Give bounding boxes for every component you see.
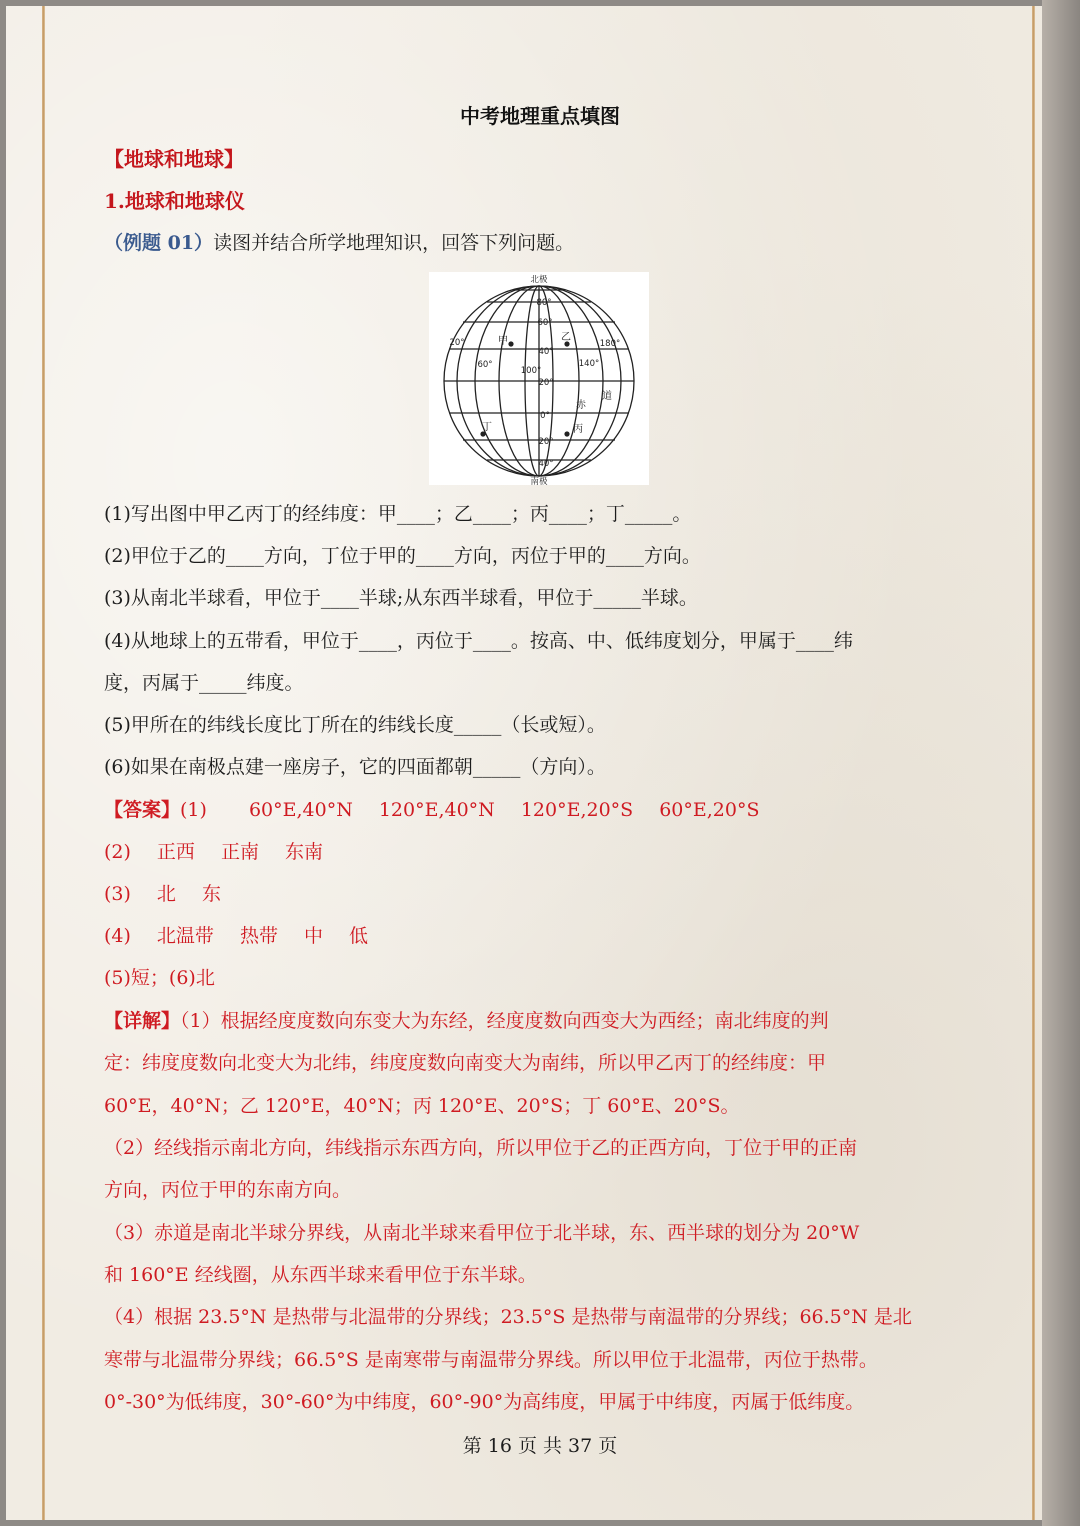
globe-figure bbox=[429, 272, 649, 485]
answer-2-b: 正南 bbox=[220, 841, 259, 863]
explanation-line-2: 定：纬度度数向北变大为北纬，纬度度数向南变大为南纬，所以甲乙丙丁的经纬度：甲 bbox=[104, 1052, 827, 1074]
point-jia bbox=[508, 341, 513, 346]
explanation-text-1: （1）根据经度度数向东变大为东经，经度度数向西变大为西经；南北纬度的判 bbox=[180, 1010, 829, 1032]
answer-1-ding: 60°E,20°S bbox=[659, 799, 760, 821]
question-6: (6)如果在南极点建一座房子，它的四面都朝_____（方向）。 bbox=[104, 756, 606, 778]
explanation-line-7: 和 160°E 经线圈，从东西半球来看甲位于东半球。 bbox=[104, 1264, 537, 1286]
question-5: (5)甲所在的纬线长度比丁所在的纬线长度_____（长或短）。 bbox=[104, 714, 606, 736]
explanation-label: 【详解】 bbox=[104, 1010, 181, 1032]
answer-3-prefix: (3) bbox=[104, 883, 131, 905]
answer-1-prefix: (1) bbox=[180, 799, 207, 821]
label-bing: 丙 bbox=[573, 424, 583, 435]
label-north-pole: 北极 bbox=[530, 275, 548, 285]
left-border-line bbox=[42, 6, 45, 1520]
label-lat80: 80° bbox=[536, 298, 552, 308]
answer-2 bbox=[104, 843, 323, 862]
answer-3-b: 东 bbox=[201, 883, 221, 905]
question-1: (1)写出图中甲乙丙丁的经纬度：甲____；乙____；丙____；丁_____。 bbox=[104, 503, 692, 525]
label-jia: 甲 bbox=[498, 336, 508, 347]
example-intro bbox=[104, 234, 574, 253]
label-south-pole: 南极 bbox=[530, 477, 548, 485]
answer-4-c: 中 bbox=[303, 925, 323, 947]
example-tag: （例题 01） bbox=[104, 232, 214, 254]
question-2: (2)甲位于乙的____方向，丁位于甲的____方向，丙位于甲的____方向。 bbox=[104, 545, 701, 567]
label-lon180: 180° bbox=[599, 339, 621, 349]
page-edge bbox=[1042, 0, 1080, 1526]
question-3: (3)从南北半球看，甲位于____半球;从东西半球看，甲位于_____半球。 bbox=[104, 587, 698, 609]
label-lat40n: 40° bbox=[538, 347, 554, 357]
answer-3-a: 北 bbox=[156, 883, 176, 905]
label-lat20s: 20° bbox=[538, 437, 554, 447]
section-heading: 【地球和地球】 bbox=[104, 147, 244, 171]
label-equator-2: 道 bbox=[602, 391, 612, 402]
label-lon20: 20° bbox=[449, 338, 465, 348]
explanation-line-3: 60°E，40°N；乙 120°E，40°N；丙 120°E、20°S；丁 60°E、20°S。 bbox=[104, 1095, 740, 1117]
explanation-line-6: （3）赤道是南北半球分界线，从南北半球来看甲位于北半球，东、西半球的划分为 20°W bbox=[104, 1222, 860, 1244]
page-footer: 第 16 页 共 37 页 bbox=[462, 1435, 618, 1457]
subsection-heading: 1.地球和地球仪 bbox=[104, 189, 245, 213]
answer-1-jia: 60°E,40°N bbox=[248, 799, 353, 821]
answer-1-yi: 120°E,40°N bbox=[378, 799, 495, 821]
answer-5-6: (5)短；(6)北 bbox=[104, 967, 215, 989]
example-text: 读图并结合所学地理知识，回答下列问题。 bbox=[213, 232, 575, 254]
answer-4 bbox=[104, 927, 368, 946]
label-equator-1: 赤 bbox=[576, 400, 586, 411]
page-title: 中考地理重点填图 bbox=[460, 104, 620, 128]
answer-3 bbox=[104, 885, 221, 904]
point-bing bbox=[564, 431, 569, 436]
explanation-line-9: 寒带与北温带分界线；66.5°S 是南寒带与南温带分界线。所以甲位于北温带，丙位于热带。 bbox=[104, 1349, 878, 1371]
label-lat20n: 20° bbox=[538, 378, 554, 388]
label-lat0: 0° bbox=[540, 411, 550, 421]
explanation-line-5: 方向，丙位于甲的东南方向。 bbox=[104, 1179, 352, 1201]
label-lon100: 100° bbox=[520, 366, 542, 376]
answer-1-bing: 120°E,20°S bbox=[520, 799, 634, 821]
label-yi: 乙 bbox=[561, 332, 571, 343]
answer-4-d: 低 bbox=[348, 925, 368, 947]
answer-1 bbox=[104, 801, 759, 820]
explanation-line-4: （2）经线指示南北方向，纬线指示东西方向，所以甲位于乙的正西方向，丁位于甲的正南 bbox=[104, 1137, 858, 1159]
explanation-line-10: 0°-30°为低纬度，30°-60°为中纬度，60°-90°为高纬度，甲属于中纬度，丙属于低纬度。 bbox=[104, 1391, 865, 1413]
answer-2-c: 东南 bbox=[284, 841, 323, 863]
answer-4-a: 北温带 bbox=[156, 925, 214, 947]
explanation-line-1 bbox=[104, 1012, 829, 1031]
label-ding: 丁 bbox=[482, 422, 492, 433]
answer-4-prefix: (4) bbox=[104, 925, 131, 947]
question-4-cont: 度，丙属于_____纬度。 bbox=[104, 672, 304, 694]
label-lat60: 60° bbox=[537, 318, 553, 328]
answer-2-a: 正西 bbox=[156, 841, 195, 863]
right-border-line bbox=[1032, 6, 1035, 1520]
question-4: (4)从地球上的五带看，甲位于____，丙位于____。按高、中、低纬度划分，甲属于____纬 bbox=[104, 630, 853, 652]
answer-label: 【答案】 bbox=[104, 799, 181, 821]
answer-2-prefix: (2) bbox=[104, 841, 131, 863]
label-lon140: 140° bbox=[578, 359, 600, 369]
label-lon60: 60° bbox=[477, 360, 493, 370]
label-lat40s: 40° bbox=[538, 459, 554, 469]
answer-4-b: 热带 bbox=[239, 925, 278, 947]
explanation-line-8: （4）根据 23.5°N 是热带与北温带的分界线；23.5°S 是热带与南温带的分界线；66.5°N 是北 bbox=[104, 1306, 912, 1328]
